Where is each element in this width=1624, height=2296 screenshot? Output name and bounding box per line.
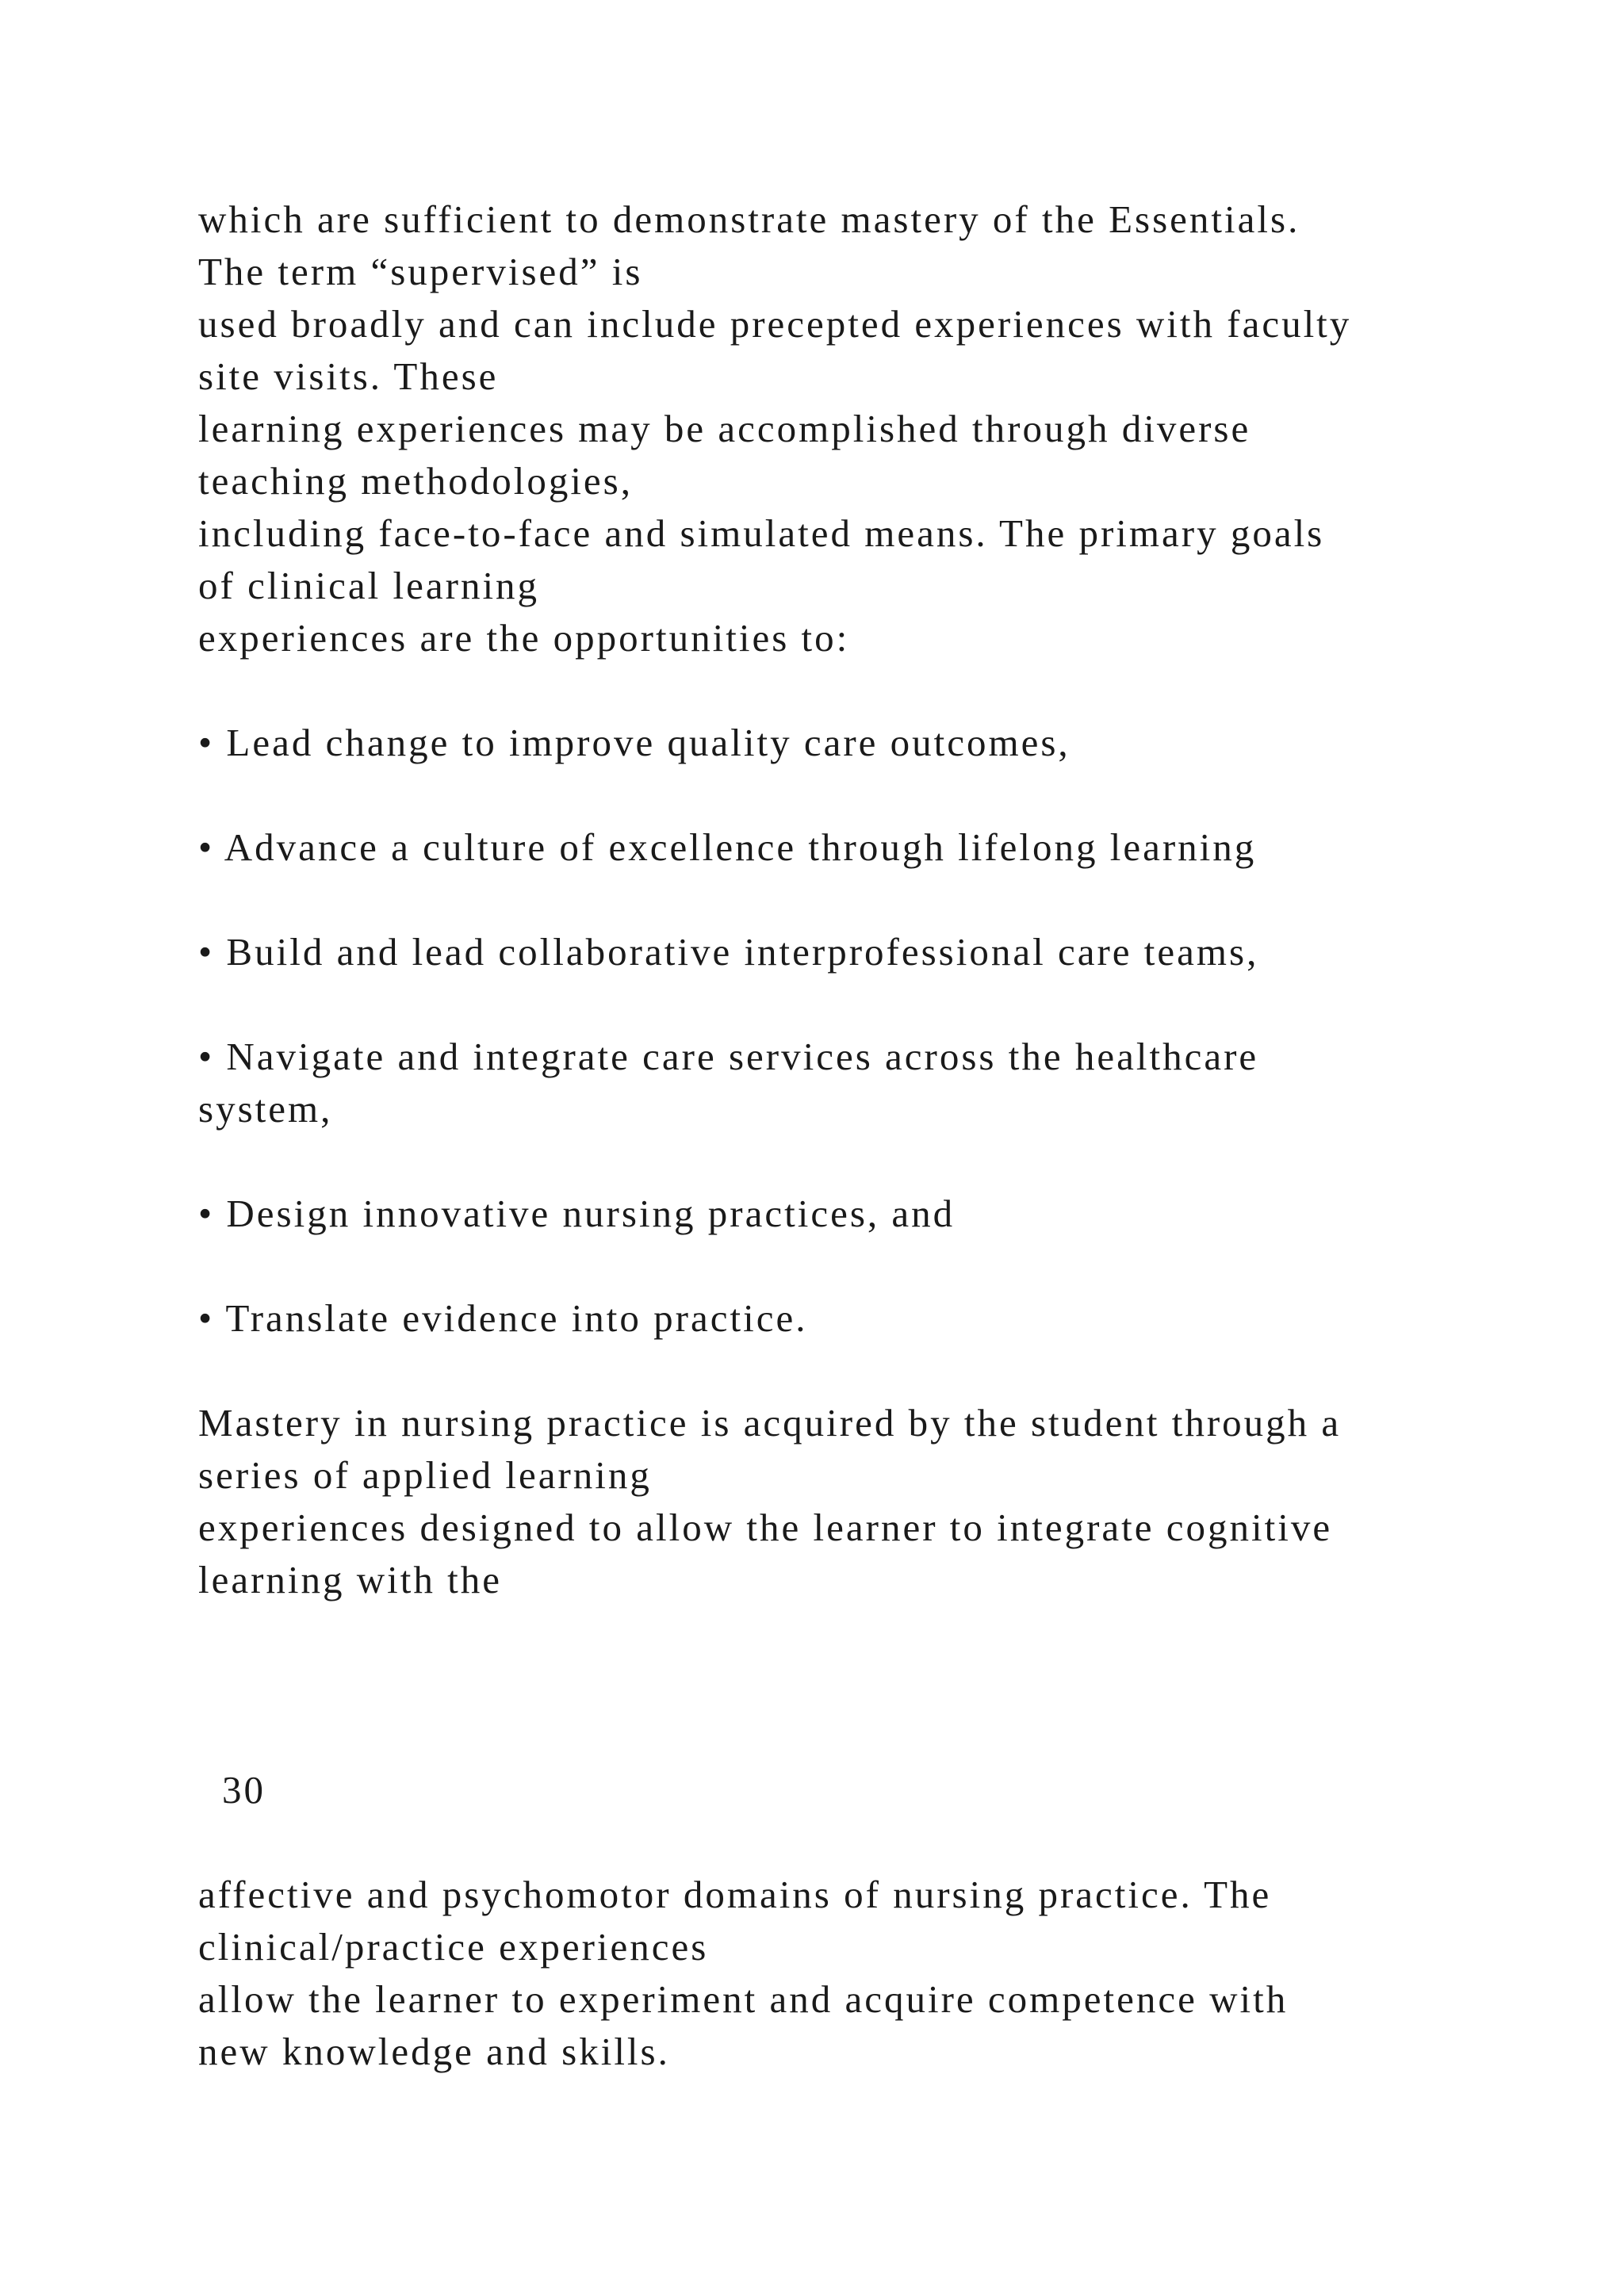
intro-line: of clinical learning [198, 564, 540, 607]
intro-line: site visits. These [198, 354, 499, 398]
intro-line: learning experiences may be accomplished through diverse [198, 407, 1251, 450]
bullet-item: • Translate evidence into practice. [198, 1296, 808, 1340]
bullet-item: • Lead change to improve quality care outcomes, [198, 721, 1071, 764]
intro-line: including face-to-face and simulated means. The primary goals [198, 511, 1325, 555]
closing-line: new knowledge and skills. [198, 2030, 670, 2073]
mastery-line: Mastery in nursing practice is acquired by the student through a [198, 1401, 1342, 1445]
bullet-item: • Advance a culture of excellence through lifelong learning [198, 825, 1257, 869]
mastery-line: series of applied learning [198, 1453, 652, 1497]
intro-line: teaching methodologies, [198, 459, 633, 503]
closing-line: clinical/practice experiences [198, 1925, 709, 1969]
mastery-line: learning with the [198, 1558, 503, 1601]
intro-line: used broadly and can include precepted experiences with faculty [198, 302, 1352, 346]
bullet-item: • Build and lead collaborative interprofessional care teams, [198, 930, 1259, 974]
intro-line: The term “supervised” is [198, 250, 643, 293]
closing-line: affective and psychomotor domains of nursing practice. The [198, 1873, 1272, 1916]
mastery-line: experiences designed to allow the learner to integrate cognitive [198, 1506, 1333, 1549]
bullet-item-continuation: system, [198, 1087, 333, 1131]
page-number: 30 [222, 1768, 266, 1812]
intro-line: which are sufficient to demonstrate mastery of the Essentials. [198, 197, 1300, 241]
bullet-item: • Design innovative nursing practices, and [198, 1192, 956, 1235]
bullet-item: • Navigate and integrate care services across the healthcare [198, 1035, 1259, 1078]
intro-line: experiences are the opportunities to: [198, 616, 850, 660]
closing-line: allow the learner to experiment and acquire competence with [198, 1977, 1289, 2021]
